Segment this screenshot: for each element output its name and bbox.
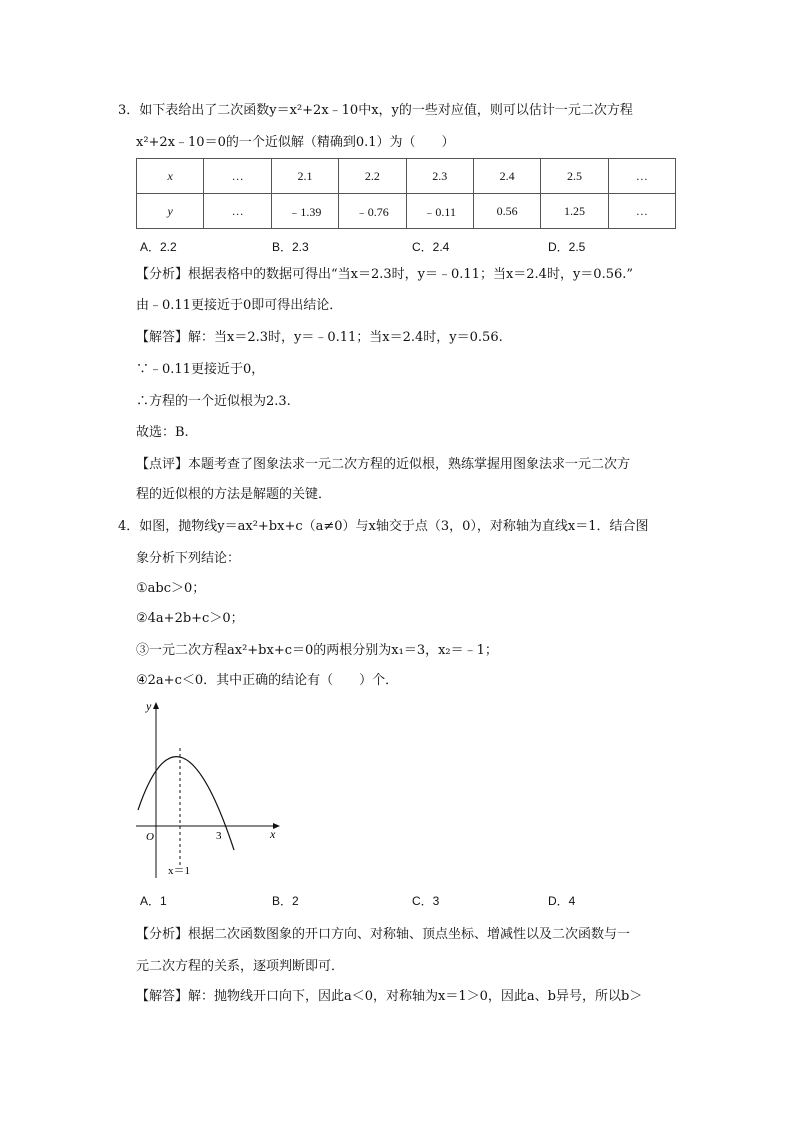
- q3-solution-line4: 故选：B.: [136, 425, 189, 440]
- choice-d[interactable]: D．4: [548, 894, 576, 908]
- q4-item4: ④2a+c＜0．其中正确的结论有（ ）个．: [136, 673, 399, 688]
- q4-solution-line1: 【解答】解：抛物线开口向下，因此a＜0，对称轴为x＝1＞0，因此a、b异号，所以b＞: [136, 989, 643, 1004]
- table-cell: 0.56: [473, 194, 540, 229]
- q3-solution-line2: ∵﹣0.11更接近于0，: [136, 362, 265, 377]
- q3-choices: [136, 238, 696, 256]
- table-cell: y: [137, 194, 204, 229]
- root-label: 3: [216, 830, 222, 842]
- choice-c[interactable]: C．3: [412, 894, 440, 908]
- q3-analysis-line1: 【分析】根据表格中的数据可得出“当x＝2.3时，y＝﹣0.11；当x＝2.4时，y＝0.56.”: [136, 267, 634, 282]
- q4-stem-line1: 4．如图，抛物线y＝ax²+bx+c（a≠0）与x轴交于点（3，0），对称轴为直线x＝1．结合图: [118, 519, 649, 534]
- y-axis-arrow-icon: [153, 702, 159, 709]
- table-cell: ﹣0.11: [406, 194, 473, 229]
- choice-d[interactable]: D．2.5: [548, 240, 586, 254]
- origin-label: O: [146, 831, 154, 843]
- table-cell: 2.4: [473, 159, 540, 194]
- table-row: [137, 194, 676, 229]
- table-cell: …: [608, 159, 675, 194]
- table-cell: ﹣0.76: [339, 194, 406, 229]
- q4-item1: ①abc＞0；: [136, 581, 206, 596]
- q4-item3: ③一元二次方程ax²+bx+c＝0的两根分别为x₁＝3，x₂＝﹣1；: [136, 643, 498, 658]
- table-cell: …: [608, 194, 675, 229]
- table-cell: 2.3: [406, 159, 473, 194]
- choice-a[interactable]: A．1: [140, 894, 167, 908]
- q4-analysis-line2: 元二次方程的关系，逐项判断即可．: [136, 959, 345, 974]
- table-cell: 1.25: [541, 194, 608, 229]
- choice-b[interactable]: B．2.3: [272, 240, 309, 254]
- choice-b[interactable]: B．2: [272, 894, 299, 908]
- choice-c[interactable]: C．2.4: [412, 240, 450, 254]
- table-cell: 2.5: [541, 159, 608, 194]
- q3-stem-line2: x²+2x﹣10＝0的一个近似解（精确到0.1）为（ ）: [136, 135, 455, 150]
- table-cell: 2.2: [339, 159, 406, 194]
- y-axis-label: y: [146, 699, 152, 713]
- q3-solution-line1: 【解答】解：当x＝2.3时，y＝﹣0.11；当x＝2.4时，y＝0.56.: [136, 330, 503, 345]
- q4-item2: ②4a+2b+c＞0；: [136, 611, 244, 626]
- q3-solution-line3: ∴方程的一个近似根为2.3.: [136, 394, 291, 409]
- q3-value-table: [136, 158, 676, 229]
- choice-a[interactable]: A．2.2: [140, 240, 177, 254]
- q3-analysis-line2: 由﹣0.11更接近于0即可得出结论．: [136, 298, 343, 313]
- parabola-graph: [128, 698, 288, 882]
- q3-stem-line1: 3．如下表给出了二次函数y＝x²+2x﹣10中x，y的一些对应值，则可以估计一元二次方程: [118, 103, 633, 118]
- table-row: [137, 159, 676, 194]
- table-cell: ﹣1.39: [271, 194, 338, 229]
- q4-stem-line2: 象分析下列结论：: [136, 551, 241, 566]
- x-axis-label: x: [270, 827, 276, 841]
- table-cell: 2.1: [271, 159, 338, 194]
- q4-choices: [136, 892, 696, 910]
- table-cell: …: [204, 159, 271, 194]
- q4-analysis-line1: 【分析】根据二次函数图象的开口方向、对称轴、顶点坐标、增减性以及二次函数与一: [136, 927, 631, 942]
- q3-comment-line1: 【点评】本题考查了图象法求一元二次方程的近似根，熟练掌握用图象法求一元二次方: [136, 457, 631, 472]
- q3-comment-line2: 程的近似根的方法是解题的关键．: [136, 487, 332, 502]
- symmetry-axis-label: x＝1: [168, 865, 190, 877]
- table-cell: x: [137, 159, 204, 194]
- table-cell: …: [204, 194, 271, 229]
